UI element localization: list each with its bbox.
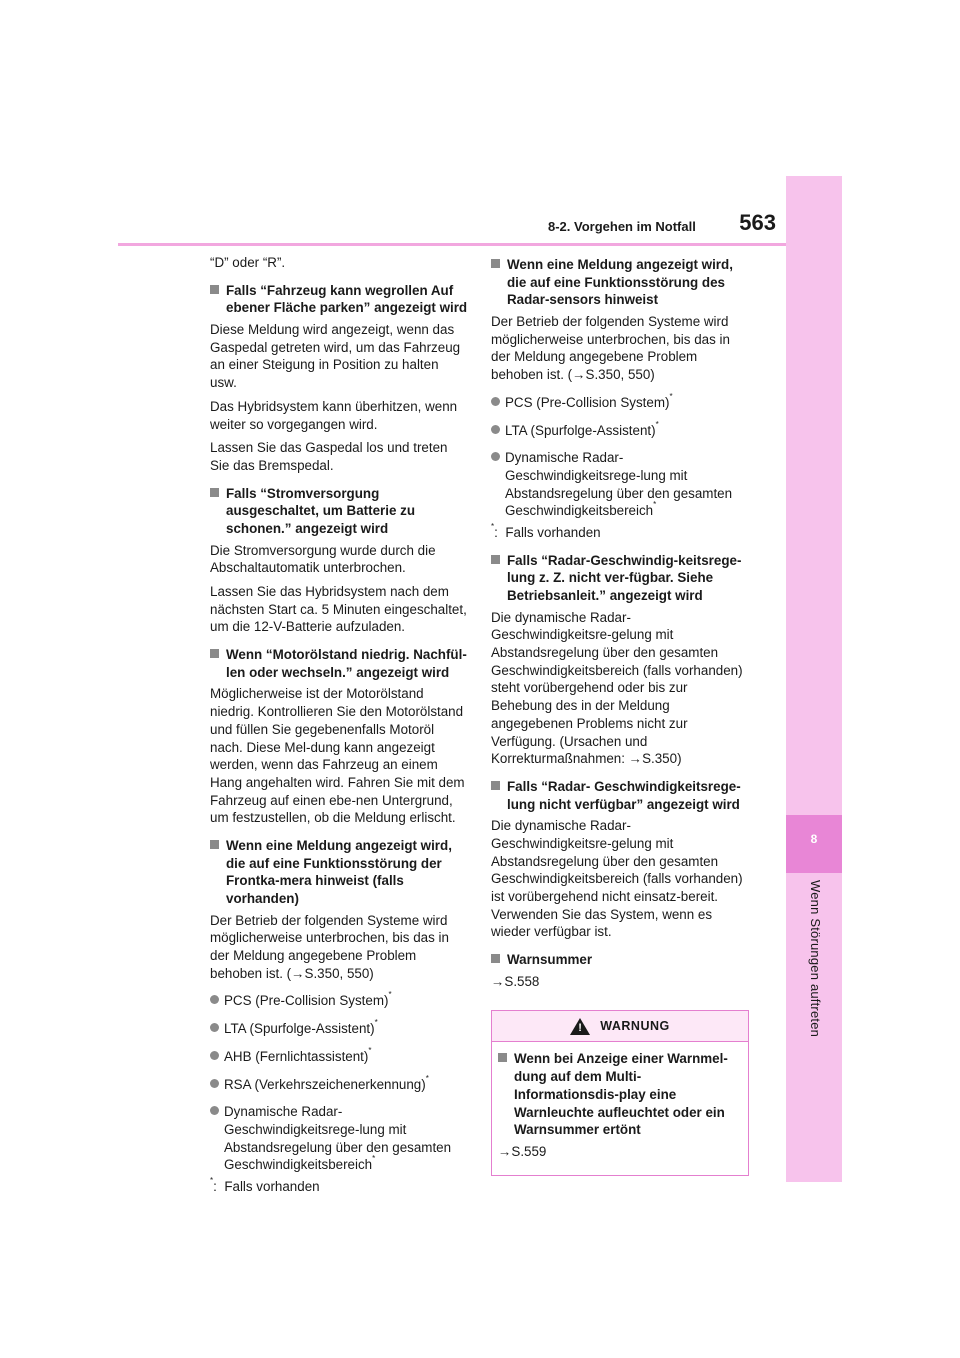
list-item-text: LTA (Spurfolge-Assistent) — [505, 422, 656, 438]
paragraph: Lassen Sie das Gaspedal los und treten Sie das Bremspedal. — [210, 440, 448, 473]
footnote-colon: : — [213, 1178, 217, 1194]
list-item-text: PCS (Pre-Collision System) — [505, 394, 670, 410]
square-bullet-icon — [491, 954, 500, 963]
square-bullet-icon — [210, 649, 219, 658]
cross-reference: →S.559 — [498, 1143, 547, 1159]
heading-text: Wenn “Motorölstand niedrig. Nachfül-len oder wechseln.” angezeigt wird — [226, 647, 467, 680]
heading-text: Wenn eine Meldung angezeigt wird, die auf eine Funktionsstörung des Radar-sensors hinweist — [507, 257, 733, 308]
intro-text: “D” oder “R”. — [210, 255, 286, 270]
list-item — [210, 1103, 468, 1174]
left-column — [210, 254, 468, 1202]
warning-title: WARNUNG — [600, 1019, 670, 1034]
list-item-text: Dynamische Radar-Geschwindigkeitsrege-lung mit Abstandsregelung über den gesamten Geschwindigkeitsbereich — [224, 1104, 452, 1173]
list-item — [210, 992, 468, 1010]
section-title: 8-2. Vorgehen im Notfall — [548, 219, 696, 234]
square-bullet-icon — [498, 1053, 507, 1062]
footnote-text: Falls vorhanden — [505, 524, 601, 540]
footnote-text: Falls vorhanden — [224, 1178, 320, 1194]
list-item — [491, 391, 749, 412]
footnote — [210, 1175, 468, 1196]
circle-bullet-icon — [491, 452, 500, 461]
circle-bullet-icon — [210, 1079, 219, 1088]
section-heading — [491, 778, 749, 813]
paragraph: Die dynamische Radar-Geschwindigkeitsre-gelung mit Abstandsregelung über den gesamten Geschwindigkeitsbereich (falls vorhanden) steht vorübergehend oder bis zur Behebung des in der Meldung angegebenen Problems nicht zur Verfügung. (Ursachen und Korrekturmaßnahmen: →S.350) — [491, 609, 743, 767]
paragraph: Das Hybridsystem kann überhitzen, wenn weiter so vorgegangen wird. — [210, 398, 458, 432]
paragraph: Die dynamische Radar-Geschwindigkeitsre-gelung mit Abstandsregelung über den gesamten Geschwindigkeitsbereich (falls vorhanden) ist vorübergehend nicht einsatz-bereit. Verwenden Sie das System, wenn es wieder verfügbar ist. — [491, 818, 743, 940]
square-bullet-icon — [210, 840, 219, 849]
list-item — [210, 1020, 468, 1038]
heading-text: Falls “Fahrzeug kann wegrollen Auf ebener Fläche parken” angezeigt wird — [226, 282, 468, 316]
warning-triangle-icon — [570, 1018, 590, 1035]
heading-text: Wenn bei Anzeige einer Warnmel-dung auf dem Multi-Informationsdis-play eine Warnleuchte aufleuchtet oder ein Warnsummer ertönt — [514, 1051, 728, 1138]
circle-bullet-icon — [210, 1106, 219, 1115]
paragraph: Der Betrieb der folgenden Systeme wird möglicherweise unterbrochen, bis das in der Meldung angegebene Problem behoben ist. (→S.350, 550) — [491, 314, 730, 383]
square-bullet-icon — [210, 285, 219, 294]
warning-body — [492, 1042, 748, 1174]
heading-text: Wenn eine Meldung angezeigt wird, die auf eine Funktionsstörung der Frontka-mera hinweist (falls vorhanden) — [226, 837, 452, 906]
paragraph: Möglicherweise ist der Motorölstand niedrig. Kontrollieren Sie den Motorölstand und füllen Sie gegebenenfalls Motoröl nach. Diese Mel-dung kann angezeigt werden, wenn das Fahrzeug an einem Hang angehalten wird. Fahren Sie mit dem Fahrzeug auf einen ebe-nen Untergrund, um festzustellen, ob die Meldung erlischt. — [210, 686, 465, 826]
list-item-text: AHB (Fernlichtassistent) — [224, 1048, 369, 1064]
warning-header — [492, 1011, 748, 1042]
list-item — [210, 1045, 468, 1066]
chapter-title: Wenn Störungen auftreten — [808, 880, 823, 1038]
footnote-colon: : — [494, 524, 498, 540]
footnote-marker: * — [210, 1175, 214, 1185]
heading-text: Falls “Stromversorgung ausgeschaltet, um Batterie zu schonen.” angezeigt wird — [226, 485, 416, 536]
footnote-marker: * — [372, 1154, 376, 1164]
footnote-marker: * — [669, 391, 673, 401]
square-bullet-icon — [491, 555, 500, 564]
section-heading — [210, 837, 468, 908]
circle-bullet-icon — [210, 995, 219, 1004]
section-heading — [210, 646, 468, 681]
section-heading — [491, 951, 749, 969]
heading-text: Falls “Radar- Geschwindigkeitsrege-lung nicht verfügbar” angezeigt wird — [507, 778, 741, 812]
footnote-marker: * — [368, 1045, 372, 1055]
section-heading — [491, 552, 749, 605]
section-heading — [491, 256, 749, 309]
footnote-marker: * — [491, 521, 495, 531]
list-item-text: Dynamische Radar-Geschwindigkeitsrege-lung mit Abstandsregelung über den gesamten Geschwindigkeitsbereich — [505, 450, 733, 519]
circle-bullet-icon — [491, 425, 500, 434]
warning-box — [491, 1010, 749, 1175]
footnote-marker: * — [653, 500, 657, 510]
header-rule — [118, 243, 786, 246]
warning-heading — [498, 1050, 742, 1138]
footnote-marker: * — [388, 990, 392, 1000]
warning-glyph: ! — [578, 1021, 583, 1034]
footnote — [491, 521, 749, 542]
paragraph: Diese Meldung wird angezeigt, wenn das Gaspedal getreten wird, um das Fahrzeug an einer Steigung in Position zu halten usw. — [210, 322, 461, 391]
section-heading — [210, 282, 468, 317]
list-item — [210, 1073, 468, 1094]
paragraph: Der Betrieb der folgenden Systeme wird möglicherweise unterbrochen, bis das in der Meldung angegebene Problem behoben ist. (→S.350, 550) — [210, 912, 449, 981]
footnote-marker: * — [425, 1073, 429, 1083]
list-item-text: LTA (Spurfolge-Assistent) — [224, 1021, 375, 1037]
circle-bullet-icon — [210, 1051, 219, 1060]
chapter-number: 8 — [810, 832, 818, 846]
cross-reference: →S.558 — [491, 973, 540, 989]
list-item — [491, 419, 749, 440]
square-bullet-icon — [491, 781, 500, 790]
circle-bullet-icon — [491, 397, 500, 406]
circle-bullet-icon — [210, 1023, 219, 1032]
right-column — [491, 254, 749, 1176]
heading-text: Falls “Radar-Geschwindig-keitsrege-lung z. Z. nicht ver-fügbar. Siehe Betriebsanleit.” angezeigt wird — [507, 552, 742, 603]
square-bullet-icon — [210, 488, 219, 497]
footnote-marker: * — [374, 1018, 378, 1028]
section-heading — [210, 485, 468, 538]
list-item — [491, 449, 749, 520]
footnote-marker: * — [655, 419, 659, 429]
paragraph: Lassen Sie das Hybridsystem nach dem nächsten Start ca. 5 Minuten eingeschaltet, um die 12-V-Batterie aufzuladen. — [210, 584, 467, 635]
page-number: 563 — [739, 210, 776, 235]
list-item-text: RSA (Verkehrszeichenerkennung) — [224, 1076, 426, 1092]
heading-text: Warnsummer — [507, 952, 593, 968]
list-item-text: PCS (Pre-Collision System) — [224, 993, 389, 1009]
square-bullet-icon — [491, 259, 500, 268]
paragraph: Die Stromversorgung wurde durch die Abschaltautomatik unterbrochen. — [210, 542, 436, 576]
